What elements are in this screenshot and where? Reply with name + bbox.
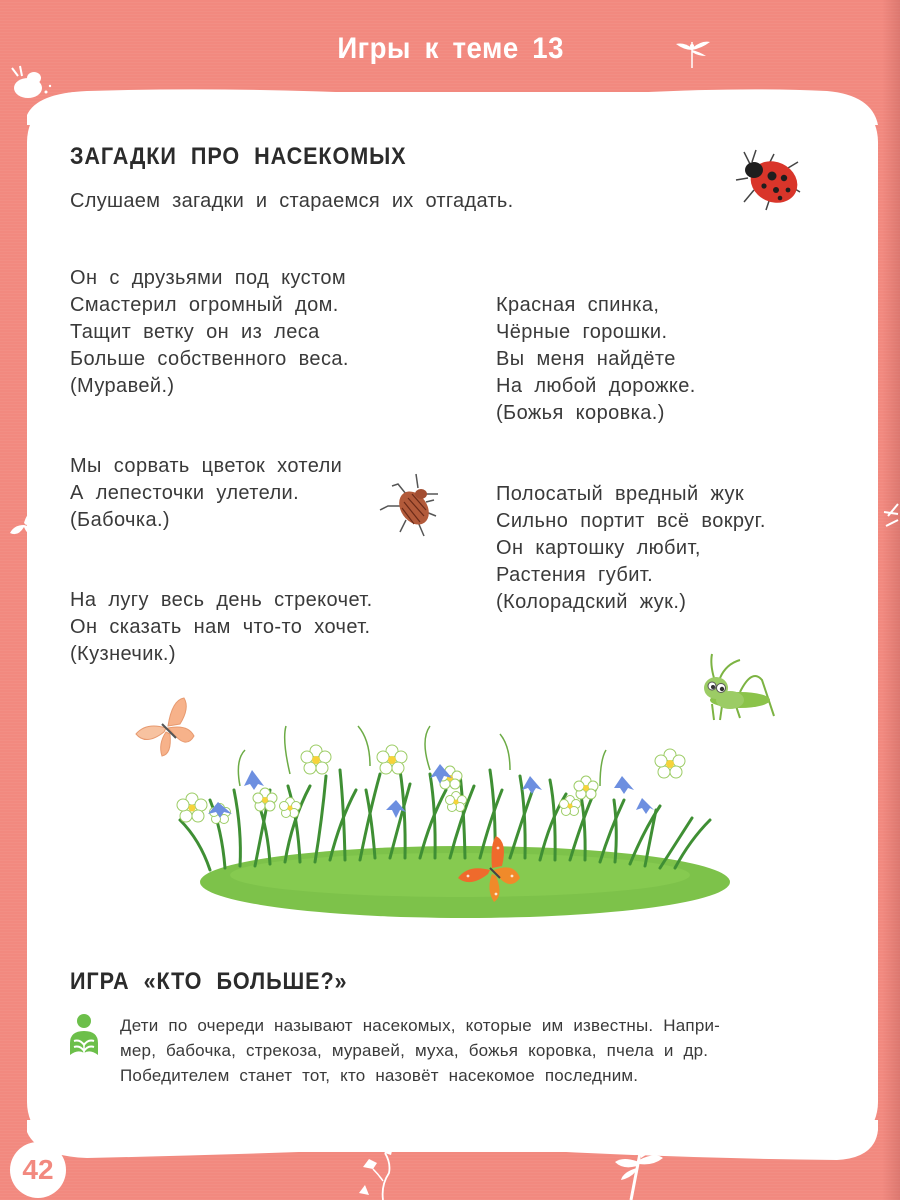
riddle-line: Красная спинка,: [496, 294, 660, 316]
game-description: [120, 1013, 860, 1088]
butterfly-orange-illustration: [456, 834, 528, 904]
reader-book-icon: [66, 1013, 102, 1057]
game-text-line: мер, бабочка, стрекоза, муравей, муха, божья коровка, пчела и др.: [120, 1041, 709, 1060]
riddle-ladybug: [496, 292, 696, 427]
ladybug-illustration: [730, 148, 805, 213]
game-text-line: Победителем станет тот, кто назовёт насекомое последним.: [120, 1066, 639, 1085]
riddle-line: Тащит ветку он из леса: [70, 321, 320, 343]
riddle-colorado-beetle: [496, 481, 766, 616]
riddle-line: А лепесточки улетели.: [70, 482, 300, 504]
dragonfly-icon: [672, 38, 712, 70]
card-wave-bottom: [27, 1120, 878, 1170]
card-wave-top: [27, 85, 878, 125]
riddle-answer: (Божья коровка.): [496, 402, 665, 424]
dragonfly-edge-icon: [878, 500, 900, 530]
meadow-illustration: [130, 690, 750, 920]
riddle-line: Полосатый вредный жук: [496, 483, 745, 505]
riddle-line: Он сказать нам что-то хочет.: [70, 616, 371, 638]
riddle-line: Мы сорвать цветок хотели: [70, 455, 343, 477]
riddle-line: Растения губит.: [496, 564, 654, 586]
riddle-line: Больше собственного веса.: [70, 348, 349, 370]
riddle-line: Вы меня найдёте: [496, 348, 676, 370]
riddle-answer: (Кузнечик.): [70, 643, 176, 665]
riddle-line: Сильно портит всё вокруг.: [496, 510, 766, 532]
riddle-line: Он с друзьями под кустом: [70, 267, 347, 289]
section-title-game: ИГРА «КТО БОЛЬШЕ?»: [70, 968, 348, 995]
riddle-answer: (Муравей.): [70, 375, 175, 397]
riddle-line: На любой дорожке.: [496, 375, 696, 397]
page-edge-shadow: [882, 0, 900, 1200]
colorado-beetle-illustration: [376, 472, 442, 540]
riddle-ant: [70, 265, 349, 400]
riddle-line: На лугу весь день стрекочет.: [70, 589, 373, 611]
riddle-line: Он картошку любит,: [496, 537, 701, 559]
game-text-line: Дети по очереди называют насекомых, которые им известны. Напри-: [120, 1016, 721, 1035]
riddle-line: Чёрные горошки.: [496, 321, 668, 343]
riddle-line: Смастерил огромный дом.: [70, 294, 339, 316]
page-number: 42: [10, 1142, 66, 1198]
riddle-butterfly: [70, 453, 342, 534]
riddle-answer: (Бабочка.): [70, 509, 170, 531]
section-subtitle: Слушаем загадки и стараемся их отгадать.: [70, 190, 514, 212]
section-title-riddles: ЗАГАДКИ ПРО НАСЕКОМЫХ: [70, 143, 407, 170]
butterfly-peach-illustration: [132, 694, 202, 760]
riddle-answer: (Колорадский жук.): [496, 591, 687, 613]
page-header-title: Игры к теме 13: [337, 32, 564, 65]
riddle-grasshopper: [70, 587, 373, 668]
